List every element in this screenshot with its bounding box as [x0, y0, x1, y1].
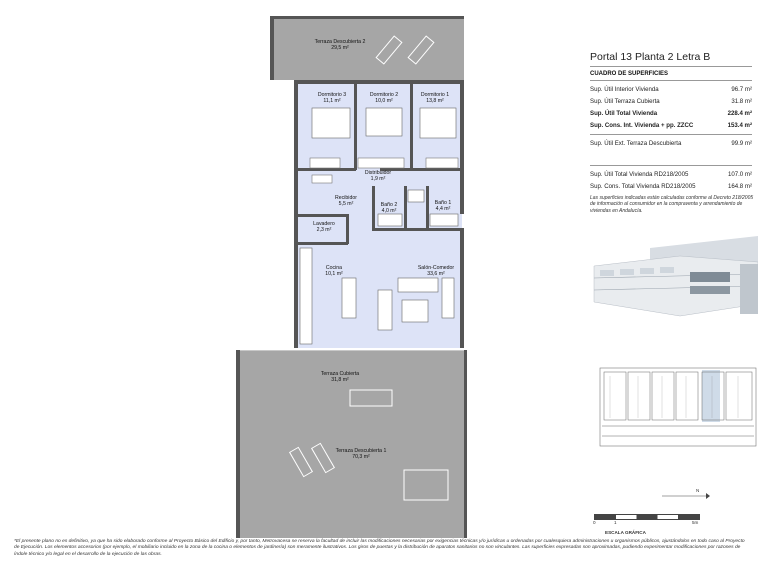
- disclaimer-text: *El presente plano no es definitivo, ya que ha sido elaborado conforme al Proyecto Básico del Edificio y, por tanto, Metrovacesa se reserva la facultad de incluir las modificaciones necesarias por exigencias técnicas y/o jurídicas u ordenadas por cualesquiera administraciones u organismos públicos, ajustándolos en todo caso al Proyecto de Ejecución. Los elementos accesorios (por ejemplo, el mobiliario incluido en la zona de la cocina o elementos de jardinería) son meramente ilustrativos. Los giros de puertas y la distribución de aparatos sanitarios no son vinculantes. Las superficies expresadas son aproximadas, pudiendo experimentar modificaciones por razones de índole técnico y/o legal en el desarrollo de la ejecución de las obras.: [14, 539, 745, 557]
- room-area: 2,3 m²: [316, 227, 332, 233]
- scale-tick: 5m: [692, 520, 699, 525]
- building-render: [590, 234, 758, 326]
- row-divider: [590, 165, 752, 166]
- row-value: 228.4 m²: [727, 110, 752, 117]
- room-label-dormitorio-2: [360, 92, 408, 104]
- room-name: Baño 2: [380, 202, 398, 208]
- room-label-bano-2: [374, 202, 404, 214]
- row-value: 99.9 m²: [731, 140, 752, 147]
- row-label: Sup. Útil Terraza Cubierta: [590, 98, 660, 105]
- north-label: N: [696, 488, 700, 493]
- room-area: 11,1 m²: [323, 98, 341, 104]
- room-name: Cocina: [325, 265, 343, 271]
- row-label: Sup. Útil Interior Vivienda: [590, 86, 659, 93]
- row-value: 31.8 m²: [731, 98, 752, 105]
- room-label-dormitorio-1: [412, 92, 458, 104]
- table-row: [590, 140, 752, 150]
- scale-label: ESCALA GRÁFICA: [605, 530, 646, 535]
- table-row: [590, 183, 752, 193]
- table-heading: CUADRO DE SUPERFICIES: [590, 71, 669, 77]
- north-arrow-icon: [660, 490, 710, 500]
- room-area: 1,9 m²: [370, 176, 386, 182]
- room-name: Distribuidor: [364, 170, 392, 176]
- room-area: 5,5 m²: [338, 201, 354, 207]
- room-area: 10,0 m²: [375, 98, 393, 104]
- room-label-dormitorio-3: [310, 92, 354, 104]
- room-area: 29,5 m²: [331, 45, 349, 51]
- room-area: 33,6 m²: [427, 271, 445, 277]
- room-name: Dormitorio 2: [369, 92, 399, 98]
- room-label-salon-comedor: [408, 265, 464, 277]
- room-area: 4,0 m²: [381, 208, 397, 214]
- room-area: 13,8 m²: [426, 98, 444, 104]
- room-label-lavadero: [304, 221, 344, 233]
- row-divider: [590, 134, 752, 135]
- room-name: Terraza Descubierta 1: [335, 448, 387, 454]
- row-value: 96.7 m²: [731, 86, 752, 93]
- row-value: 107.0 m²: [727, 171, 752, 178]
- scale-tick: 0: [593, 520, 596, 525]
- table-row: [590, 98, 752, 108]
- terrace-wall-top: [270, 16, 464, 19]
- table-row: [590, 171, 752, 181]
- terrace-edge-left: [236, 350, 240, 538]
- surface-note: Las superficies indicadas están calculadas conforme al Decreto 218/2005 de información al consumidor en la compraventa y arrendamiento de viviendas en Andalucía.: [590, 195, 754, 214]
- room-label-terraza-descubierta-1: [326, 448, 396, 460]
- heading-divider: [590, 80, 752, 81]
- key-plan: [598, 366, 758, 450]
- row-label: Sup. Cons. Int. Vivienda + pp. ZZCC: [590, 122, 694, 129]
- scale-bar: [594, 514, 700, 520]
- room-label-terraza-descubierta-2: [300, 39, 380, 51]
- page-title: Portal 13 Planta 2 Letra B: [590, 51, 711, 63]
- table-row: [590, 122, 752, 132]
- table-row: [590, 86, 752, 96]
- room-label-cocina: [316, 265, 352, 277]
- title-divider: [590, 66, 752, 67]
- room-name: Dormitorio 1: [420, 92, 450, 98]
- room-area: 70,3 m²: [352, 454, 370, 460]
- room-label-terraza-cubierta: [312, 371, 368, 383]
- row-label: Sup. Útil Ext. Terraza Descubierta: [590, 140, 682, 147]
- bed-icon: [312, 108, 456, 138]
- row-label: Sup. Cons. Total Vivienda RD218/2005: [590, 183, 696, 190]
- room-area: 31,8 m²: [331, 377, 349, 383]
- room-name: Terraza Descubierta 2: [314, 39, 366, 45]
- room-area: 4,4 m²: [435, 206, 451, 212]
- row-label: Sup. Útil Total Vivienda: [590, 110, 658, 117]
- room-label-bano-1: [428, 200, 458, 212]
- room-name: Terraza Cubierta: [320, 371, 360, 377]
- room-label-recibidor: [326, 195, 366, 207]
- terrace-edge-right: [464, 350, 467, 538]
- room-name: Salón-Comedor: [417, 265, 455, 271]
- terrace-wall-left: [270, 18, 274, 80]
- room-area: 10,1 m²: [325, 271, 343, 277]
- room-label-distribuidor: [356, 170, 400, 182]
- room-name: Baño 1: [434, 200, 452, 206]
- row-value: 164.8 m²: [727, 183, 752, 190]
- room-name: Dormitorio 3: [317, 92, 347, 98]
- room-name: Lavadero: [313, 221, 335, 227]
- room-name: Recibidor: [335, 195, 357, 201]
- scale-tick: 1: [614, 520, 617, 525]
- row-value: 153.4 m²: [727, 122, 752, 129]
- row-label: Sup. Útil Total Vivienda RD218/2005: [590, 171, 689, 178]
- table-row: [590, 110, 752, 120]
